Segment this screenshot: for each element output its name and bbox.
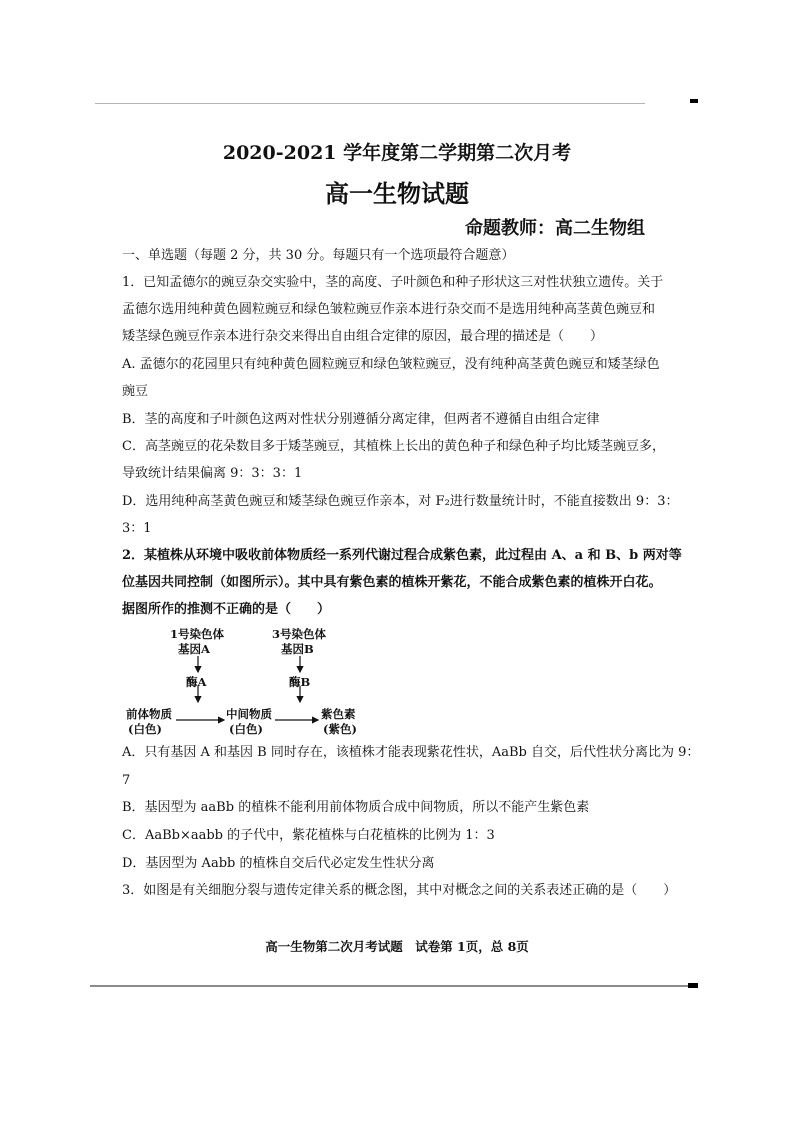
gene-b-label: 基因B [281,642,314,656]
scan-top-line [95,103,645,104]
q2-stem-line-1: 2．某植株从环境中吸收前体物质经一系列代谢过程合成紫色素，此过程由 A、a 和 B、b 两对等 [122,548,682,563]
chromosome-1-label: 1号染色体 [170,627,225,641]
purple-pigment-color-label: (紫色) [323,722,357,736]
gene-a-label: 基因A [178,642,210,656]
q2-stem-line-2: 位基因共同控制（如图所示）。其中具有紫色素的植株开紫花，不能合成紫色素的植株开白花。 [122,575,662,590]
q1-option-a: A. 孟德尔的花园里只有纯种黄色圆粒豌豆和绿色皱粒豌豆，没有纯种高茎黄色豌豆和矮茎绿色 [122,357,660,372]
q2-option-a: A．只有基因 A 和基因 B 同时存在，该植株才能表现紫花性状，AaBb 自交，后代性状分离比为 9： [122,745,700,760]
subject-title: 高一生物试题 [325,179,469,208]
purple-pigment-label: 紫色素 [321,707,356,721]
q1-option-c: C．高茎豌豆的花朵数目多于矮茎豌豆，其植株上长出的黄色种子和绿色种子均比矮茎豌豆多， [122,439,665,454]
page-footer: 高一生物第二次月考试题 试卷第 1页，总 8页 [265,939,529,954]
q2-stem-line-3: 据图所作的推测不正确的是（ ） [122,602,331,617]
scan-corner-mark-bottom [688,983,698,988]
enzyme-a-label: 酶A [186,675,207,689]
author-line: 命题教师：高二生物组 [465,218,645,239]
q1-option-d: D．选用纯种高茎黄色豌豆和矮茎绿色豌豆作亲本，对 F₂进行数量统计时，不能直接数出 9：3： [122,494,679,509]
q1-option-b: B．茎的高度和子叶颜色这两对性状分别遵循分离定律，但两者不遵循自由组合定律 [122,412,600,427]
intermediate-color-label: (白色) [229,722,263,736]
q1-stem-line-2: 孟德尔选用纯种黄色圆粒豌豆和绿色皱粒豌豆作亲本进行杂交而不是选用纯种高茎黄色豌豆和 [122,302,656,317]
exam-title: 2020-2021 学年度第二学期第二次月考 [222,142,572,164]
section-heading: 一、单选题（每题 2 分，共 30 分。每题只有一个选项最符合题意） [122,248,515,263]
pathway-diagram [120,622,370,742]
precursor-label: 前体物质 [126,707,172,721]
q2-option-a-cont: 7 [122,773,131,788]
q2-option-c: C．AaBb×aabb 的子代中，紫花植株与白花植株的比例为 1：3 [122,828,495,843]
intermediate-label: 中间物质 [226,707,272,721]
q1-option-c-cont: 导致统计结果偏离 9：3：3：1 [122,466,303,481]
q2-option-d: D．基因型为 Aabb 的植株自交后代必定发生性状分离 [122,856,435,871]
precursor-color-label: (白色) [128,722,162,736]
q3-stem: 3．如图是有关细胞分裂与遗传定律关系的概念图，其中对概念之间的关系表述正确的是（ ） [122,883,677,898]
q1-stem-line-3: 矮茎绿色豌豆作亲本进行杂交来得出自由组合定律的原因，最合理的描述是（ ） [122,329,604,344]
scan-corner-mark [690,99,698,103]
enzyme-b-label: 酶B [289,675,311,689]
scan-bottom-line [90,985,690,987]
chromosome-3-label: 3号染色体 [272,627,327,641]
q1-option-a-cont: 豌豆 [122,384,149,399]
q1-stem-line-1: 1．已知孟德尔的豌豆杂交实验中，茎的高度、子叶颜色和种子形状这三对性状独立遗传。关于 [122,275,664,290]
q2-option-b: B．基因型为 aaBb 的植株不能利用前体物质合成中间物质，所以不能产生紫色素 [122,800,590,815]
q1-option-d-cont: 3：1 [122,521,152,536]
